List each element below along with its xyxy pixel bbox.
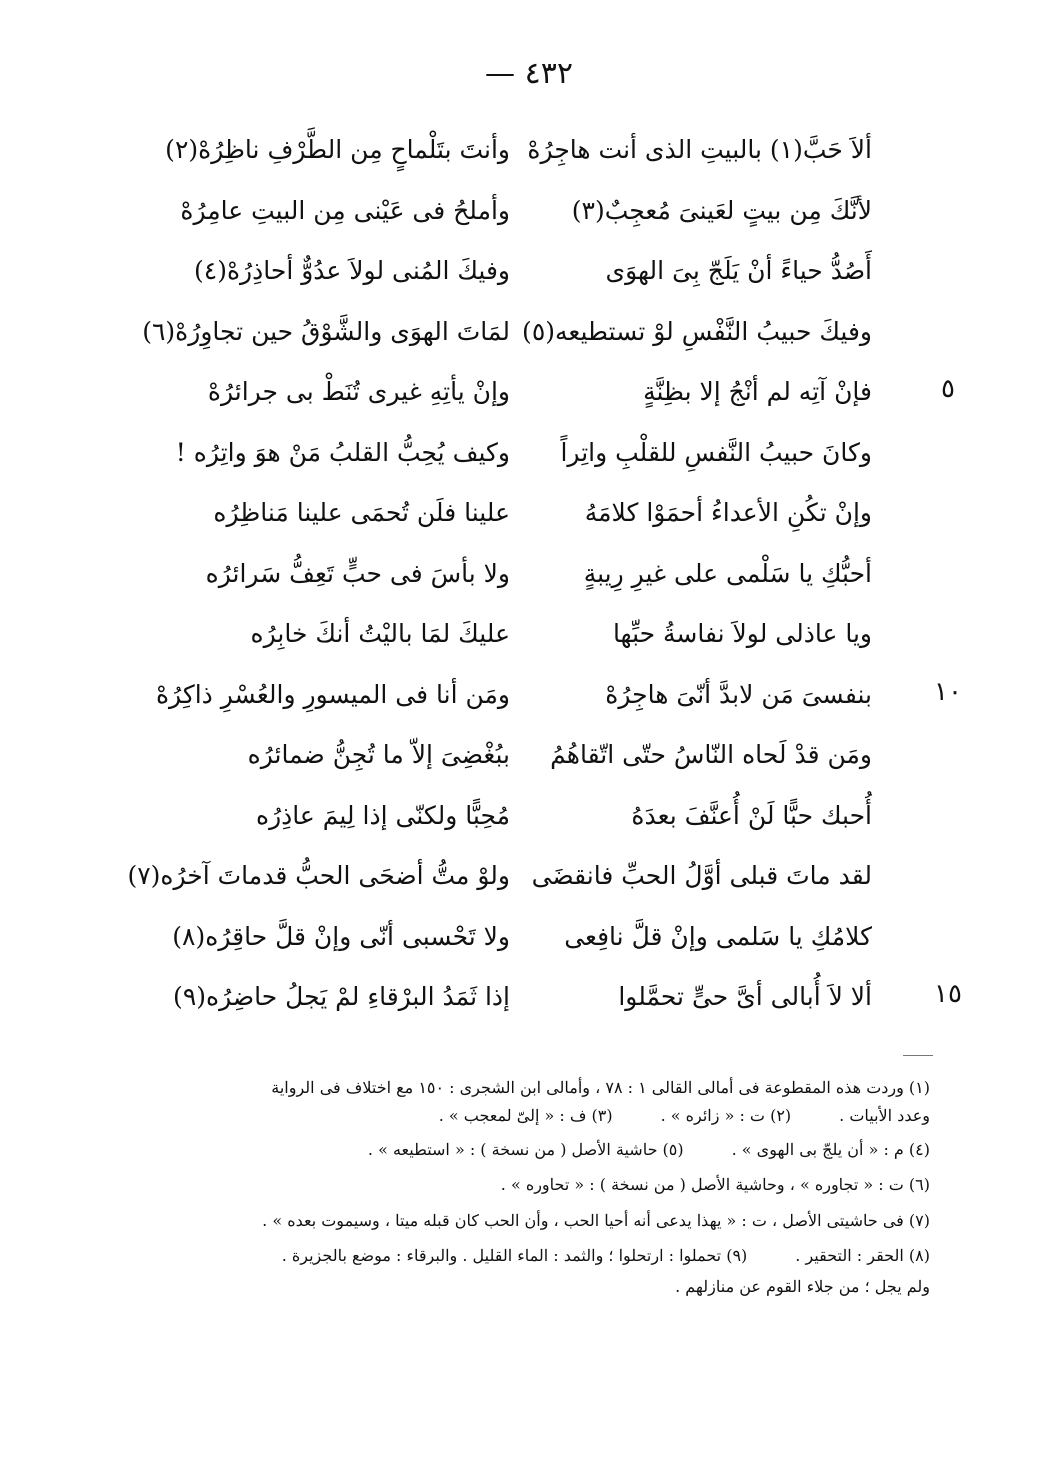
verse-line: [0, 491, 1058, 551]
first-hemistich: ألاَ حَبَّ(١) بالبيتِ الذى أنت هاجِرُهْ: [527, 135, 872, 164]
first-hemistich: فإنْ آتِه لم أنْجُ إلا بظِنَّةٍ: [643, 377, 872, 406]
footnote-text: ولم يجل ؛ من جلاء القوم عن منازلهم .: [675, 1277, 930, 1296]
first-hemistich: كلامُكِ يا سَلمى وإنْ قلَّ نافِعى: [564, 921, 872, 951]
first-hemistich: وفيكَ حبيبُ النَّفْسِ لوْ تستطيعه(٥): [522, 316, 872, 346]
first-hemistich: أحبُّكِ يا سَلْمى على غيرِ رِيبةٍ: [583, 558, 872, 588]
second-hemistich: ولا تَحْسبى أنّى وإنْ قلَّ حاقِرُه(٨): [172, 921, 510, 951]
first-hemistich: وكانَ حبيبُ النَّفسِ للقلْبِ واتِراً: [560, 437, 872, 467]
second-hemistich: ولا بأسَ فى حبٍّ تَعِفُّ سَرائرُه: [205, 558, 510, 588]
second-hemistich: إذا ثَمَدُ البرْقاءِ لمْ يَجلُ حاضِرُه(٩): [173, 982, 510, 1011]
verse-line: [0, 431, 1058, 491]
verse-line: [0, 854, 1058, 914]
first-hemistich: لأنَّكَ مِن بيتٍ لعَينىَ مُعجِبٌ(٣): [571, 195, 872, 225]
footnote-divider: [903, 1055, 933, 1056]
verse-line: [0, 189, 1058, 249]
second-hemistich: ومَن أنا فى الميسورِ والعُسْرِ ذاكِرُهْ: [155, 679, 510, 709]
footnote-line: [120, 1211, 930, 1239]
verse-line: [0, 370, 1058, 430]
verse-number: ١٥: [934, 979, 962, 1009]
footnote-line: [120, 1246, 930, 1274]
first-hemistich: لقد ماتَ قبلى أوَّلُ الحبِّ فانقضَى: [531, 861, 872, 890]
first-hemistich: وإنْ تكُنِ الأعداءُ أحمَوْا كلامَهُ: [584, 498, 872, 527]
footnote-text: (٨) الحقر : التحقير .: [795, 1246, 930, 1265]
second-hemistich: وكيف يُحِبُّ القلبُ مَنْ هوَ واتِرُه !: [175, 437, 510, 467]
footnote-line: [120, 1106, 930, 1134]
footnote-line: [120, 1140, 930, 1168]
verse-line: [0, 733, 1058, 793]
footnote-text: وعدد الأبيات .: [839, 1106, 930, 1125]
footnote-line: [120, 1277, 930, 1305]
page-number: ٤٣٢ —: [485, 56, 573, 91]
verse-line: [0, 794, 1058, 854]
verse-line: [0, 612, 1058, 672]
first-hemistich: ألا لاَ أُبالى أىَّ حىٍّ تحمَّلوا: [618, 982, 872, 1011]
second-hemistich: عليكَ لمَا باليْتُ أنكَ خابِرُه: [250, 619, 510, 648]
first-hemistich: ويا عاذلى لولاَ نفاسةُ حبِّها: [612, 619, 872, 648]
second-hemistich: مُحِبًّا ولكنّى إذا لِيمَ عاذِرُه: [255, 800, 510, 830]
second-hemistich: ولوْ متُّ أضحَى الحبُّ قدماتَ آخرُه(٧): [127, 861, 510, 890]
verse-line: [0, 673, 1058, 733]
footnote-text: (٣) ف : « إلىّ لمعجب » .: [438, 1106, 613, 1125]
first-hemistich: أَصُدُّ حياءً أنْ يَلَجّ بِىَ الهوَى: [605, 256, 872, 285]
footnote-line: [120, 1078, 930, 1106]
footnote-text: (٧) فى حاشيتى الأصل ، ت : « يهذا يدعى أنه أحيا الحب ، وأن الحب كان قبله ميتا ، وسيموت بعده » .: [262, 1211, 930, 1230]
verse-line: [0, 552, 1058, 612]
footnote-text: (٩) تحملوا : ارتحلوا ؛ والثمد : الماء القليل . والبرقاء : موضع بالجزيرة .: [281, 1246, 748, 1265]
footnote-text: (٤) م : « أن يلجّ بى الهوى » .: [731, 1140, 930, 1159]
footnote-text: (٢) ت : « زائره » .: [660, 1106, 792, 1125]
second-hemistich: وفيكَ المُنى لولاَ عدُوٌّ أحاذِرُهْ(٤): [193, 256, 510, 285]
footnote-text: (٥) حاشية الأصل ( من نسخة ) : « استطيعه » .: [367, 1140, 684, 1159]
footnote-line: [120, 1175, 930, 1203]
first-hemistich: بنفسىَ مَن لابدَّ أنّىَ هاجِرُهْ: [605, 679, 872, 709]
first-hemistich: ومَن قدْ لَحاه النّاسُ حتّى اتّقاهُمُ: [550, 740, 872, 769]
second-hemistich: ببُغْضِىَ إلاّ ما تُجِنُّ ضمائرُه: [247, 740, 510, 769]
footnote-text: (٦) ت : « تجاوره » ، وحاشية الأصل ( من نسخة ) : « تحاوره » .: [500, 1175, 930, 1194]
second-hemistich: وأنتَ بتَلْماحٍ مِن الطَّرْفِ ناظِرُهْ(٢): [165, 135, 510, 164]
second-hemistich: علينا فلَن تُحمَى علينا مَناظِرُه: [213, 498, 510, 527]
verse-line: [0, 128, 1058, 188]
verse-line: [0, 915, 1058, 975]
verse-number: ٥: [941, 374, 955, 404]
verse-number: ١٠: [934, 676, 962, 707]
second-hemistich: وإنْ يأتِهِ غيرى تُنَطْ بى جرائرُهْ: [207, 377, 510, 406]
verse-line: [0, 310, 1058, 370]
second-hemistich: لمَاتَ الهوَى والشَّوْقُ حين تجاوِرُهْ(٦): [142, 316, 510, 346]
verse-line: [0, 975, 1058, 1035]
first-hemistich: أُحبك حبًّا لَنْ أُعنَّفَ بعدَهُ: [631, 800, 872, 830]
footnote-text: (١) وردت هذه المقطوعة فى أمالى القالى ١ : ٧٨ ، وأمالى ابن الشجرى : ١٥٠ مع اختلاف فى الرواية: [271, 1078, 930, 1097]
second-hemistich: وأملحُ فى عَيْنى مِن البيتِ عامِرُهْ: [180, 195, 510, 225]
verse-line: [0, 249, 1058, 309]
